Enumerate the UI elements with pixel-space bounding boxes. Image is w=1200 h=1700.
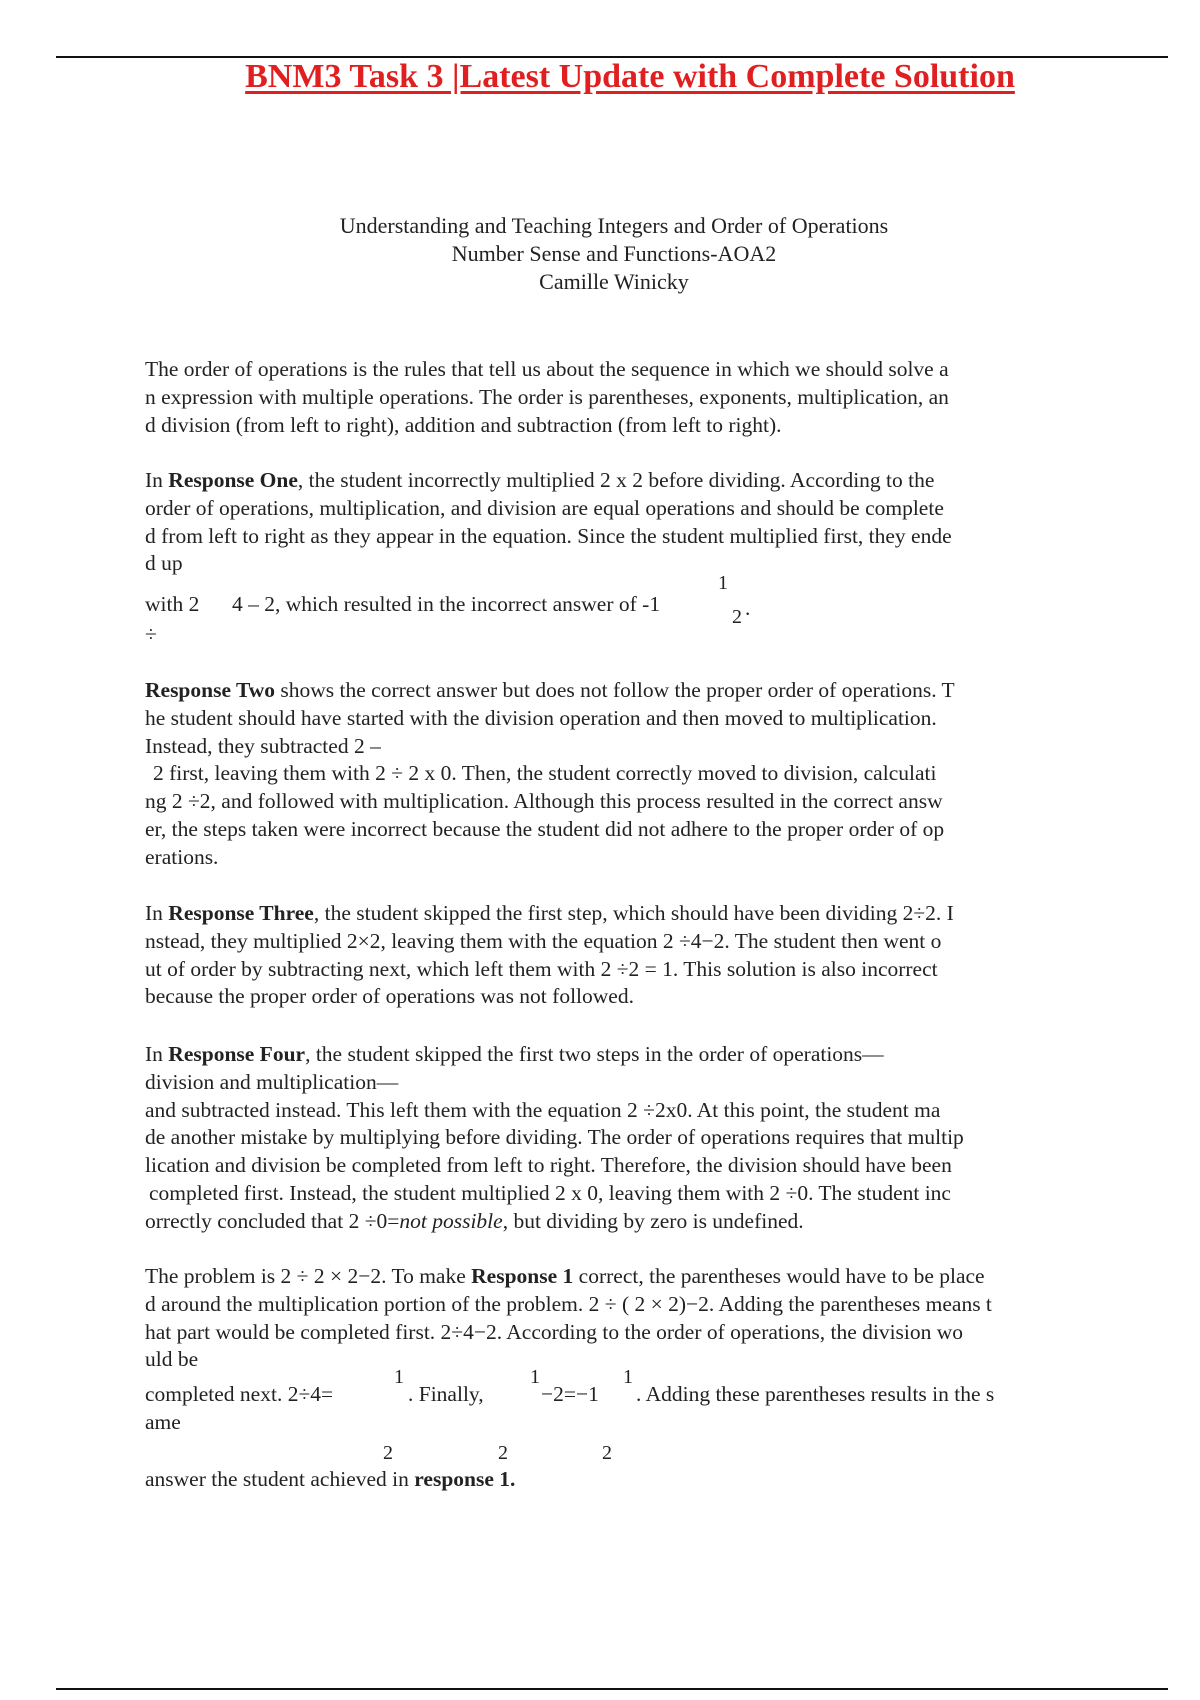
text-segment: , but dividing by zero is undefined.: [502, 1208, 804, 1233]
response-two-label: Response Two: [145, 678, 276, 702]
text-line: [145, 677, 1085, 705]
text-segment: answer the student achieved in: [145, 1467, 415, 1491]
paragraph-response-two: [145, 677, 1085, 872]
text-line: erations.: [145, 844, 219, 869]
text-line: [145, 1467, 515, 1492]
paragraph-response-three: [145, 900, 1085, 1011]
text-period: .: [745, 596, 751, 620]
fraction-numerator: 1: [530, 1366, 540, 1388]
text-line: er, the steps taken were incorrect because the student did not adhere to the proper order of op: [145, 816, 945, 841]
text-in: In: [145, 901, 163, 925]
text-line: ame: [145, 1410, 181, 1434]
text-in: In: [145, 1042, 163, 1066]
text-line: and subtracted instead. This left them with the equation 2 ÷2x0. At this point, the student ma: [145, 1097, 941, 1122]
text-line: de another mistake by multiplying before dividing. The order of operations requires that multip: [145, 1125, 964, 1150]
response-one-label: Response One: [168, 468, 298, 492]
italic-not-possible: not possible: [399, 1208, 503, 1233]
text-line: [145, 1263, 1085, 1291]
fraction-denominator: 2: [732, 606, 742, 628]
text-line: n expression with multiple operations. The order is parentheses, exponents, multiplication, an: [145, 384, 949, 409]
text-finally: . Finally,: [408, 1382, 484, 1406]
document-banner-title: BNM3 Task 3 |Latest Update with Complete Solution: [245, 58, 1015, 95]
text-line: [145, 900, 1085, 928]
document-header: [0, 212, 1200, 296]
header-author: Camille Winicky: [539, 269, 689, 294]
header-title: Understanding and Teaching Integers and Order of Operations: [339, 213, 889, 238]
text-line: hat part would be completed first. 2÷4−2. According to the order of operations, the division wo: [145, 1319, 964, 1344]
division-symbol: ÷: [145, 622, 157, 646]
text-with: with 2: [145, 592, 200, 616]
text-line: nstead, they multiplied 2×2, leaving them with the equation 2 ÷4−2. The student then went o: [145, 928, 942, 953]
paragraph-intro: [145, 356, 1085, 439]
text-adding-parentheses: . Adding these parentheses results in the s: [636, 1382, 995, 1406]
fraction-numerator: 1: [623, 1366, 633, 1388]
text-line: he student should have started with the division operation and then moved to multiplication.: [145, 705, 937, 730]
text-line: Instead, they subtracted 2 –: [145, 733, 381, 758]
text-line: 2 first, leaving them with 2 ÷ 2 x 0. Then, the student correctly moved to division, calculati: [153, 761, 937, 786]
header-course: Number Sense and Functions-AOA2: [451, 241, 777, 266]
text-in: In: [145, 468, 163, 492]
fraction-denominator: 2: [383, 1442, 393, 1464]
text-line: division and multiplication—: [145, 1069, 399, 1094]
text-line: [145, 1208, 1085, 1236]
text-line: because the proper order of operations was not followed.: [145, 984, 634, 1009]
text-line: d up: [145, 551, 183, 576]
response-1-label-closing: response 1.: [414, 1467, 516, 1491]
text-line: d from left to right as they appear in the equation. Since the student multiplied first, they ende: [145, 523, 952, 548]
fraction-denominator: 2: [498, 1442, 508, 1464]
text-line: uld be: [145, 1347, 199, 1372]
text-expression: 4 – 2, which resulted in the incorrect answer of -1: [232, 592, 661, 616]
paragraph-problem: [145, 1263, 1085, 1374]
text-line: [145, 467, 1085, 495]
response-three-label: Response Three: [168, 901, 314, 925]
text-segment: shows the correct answer but does not follow the proper order of operations. T: [275, 678, 955, 702]
paragraph-response-one: [145, 467, 1085, 578]
text-line: The order of operations is the rules that tell us about the sequence in which we should solve a: [145, 357, 949, 381]
text-line: d around the multiplication portion of the problem. 2 ÷ ( 2 × 2)−2. Adding the parentheses means t: [145, 1291, 992, 1316]
text-line: completed first. Instead, the student multiplied 2 x 0, leaving them with 2 ÷0. The student inc: [149, 1180, 951, 1205]
paragraph-response-four: [145, 1041, 1085, 1236]
text-minus-expression: −2=−1: [541, 1382, 599, 1406]
text-segment: , the student incorrectly multiplied 2 x 2 before dividing. According to the: [297, 468, 935, 492]
text-segment: , the student skipped the first two steps in the order of operations—: [305, 1042, 884, 1066]
text-line: lication and division be completed from left to right. Therefore, the division should have been: [145, 1153, 952, 1178]
fraction-numerator: 1: [718, 572, 728, 594]
text-line: order of operations, multiplication, and division are equal operations and should be complete: [145, 495, 944, 520]
response-1-label: Response 1: [471, 1264, 574, 1288]
text-segment: , the student skipped the first step, which should have been dividing 2÷2. I: [313, 901, 954, 925]
response-four-label: Response Four: [168, 1042, 306, 1066]
fraction-numerator: 1: [394, 1366, 404, 1388]
text-line: d division (from left to right), addition and subtraction (from left to right).: [145, 412, 782, 437]
bottom-rule: [56, 1688, 1168, 1690]
text-line: ng 2 ÷2, and followed with multiplication. Although this process resulted in the correct answ: [145, 789, 943, 814]
text-line: [145, 1041, 1085, 1069]
text-segment: correct, the parentheses would have to be place: [573, 1264, 985, 1288]
text-line: ut of order by subtracting next, which left them with 2 ÷2 = 1. This solution is also incorrect: [145, 956, 938, 981]
text-completed-next: completed next. 2÷4=: [145, 1382, 334, 1406]
text-segment: The problem is 2 ÷ 2 × 2−2. To make: [145, 1264, 472, 1288]
fraction-denominator: 2: [602, 1442, 612, 1464]
text-segment: orrectly concluded that 2 ÷0=: [145, 1208, 400, 1233]
